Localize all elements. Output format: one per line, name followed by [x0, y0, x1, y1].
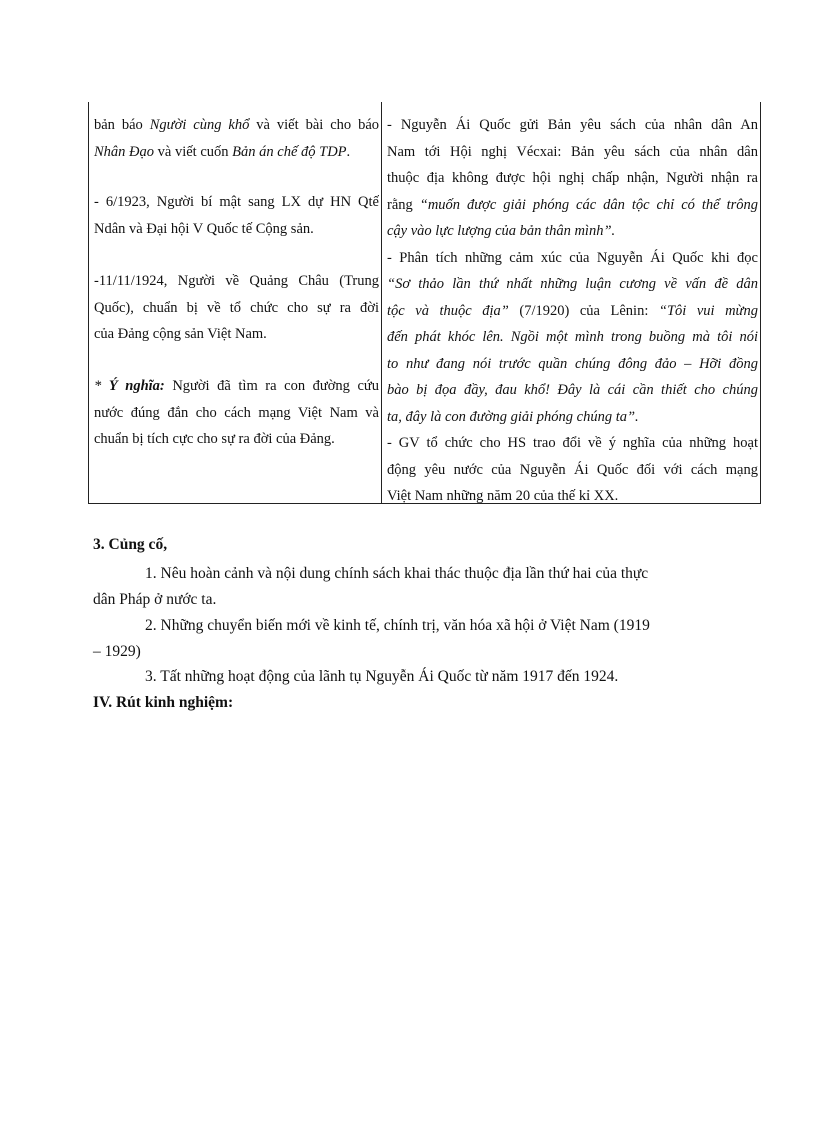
right-line: “Sơ thảo lần thứ nhất những luận cương về vấn đề dân: [387, 276, 758, 292]
right-line: - Nguyễn Ái Quốc gửi Bản yêu sách của nhân dân An: [387, 117, 758, 133]
left-paragraph-2: [94, 189, 379, 242]
left-line: chuẩn bị tích cực cho sự ra đời của Đảng.: [94, 431, 335, 447]
left-line: -11/11/1924, Người về Quảng Châu (Trung: [94, 273, 379, 289]
left-paragraph-3: [94, 268, 379, 348]
right-line: ta, đây là con đường giải phóng chúng ta”.: [387, 408, 639, 425]
left-paragraph-4: [94, 373, 379, 453]
left-line: bản báo Người cùng khổ và viết bài cho báo: [94, 117, 379, 133]
right-line: Nam tới Hội nghị Vécxai: Bản yêu sách của nhân dân: [387, 143, 758, 160]
right-line: bào bị đọa đầy, đau khổ! Đây là cái cần thiết cho chúng: [387, 382, 758, 398]
review-item-3: 3. Tất những hoạt động của lãnh tụ Nguyễn Ái Quốc từ năm 1917 đến 1924.: [145, 668, 619, 685]
right-line: cậy vào lực lượng của bản thân mình”.: [387, 223, 616, 239]
right-line: tộc và thuộc địa” (7/1920) của Lênin: “Tôi vui mừng: [387, 302, 758, 319]
right-line: động yêu nước của Nguyễn Ái Quốc đối với cách mạng: [387, 461, 758, 478]
right-line: đến phát khóc lên. Ngồi một mình trong buồng mà tôi nói: [387, 329, 758, 345]
section-4-title: IV. Rút kinh nghiệm:: [93, 694, 234, 711]
review-item-1: 1. Nêu hoàn cảnh và nội dung chính sách khai thác thuộc địa lần thứ hai của thực dân Pháp ở nước ta.: [93, 565, 649, 608]
left-line: của Đảng cộng sản Việt Nam.: [94, 326, 267, 342]
review-item-2: 2. Những chuyển biến mới về kinh tế, chính trị, văn hóa xã hội ở Việt Nam (1919 – 1929): [93, 617, 650, 660]
right-line: - Phân tích những cảm xúc của Nguyễn Ái Quốc khi đọc: [387, 249, 758, 266]
right-line: thuộc địa không được hội nghị chấp nhận, Người nhận ra: [387, 170, 758, 186]
right-line: - GV tổ chức cho HS trao đổi về ý nghĩa của những hoạt: [387, 435, 758, 451]
left-line: - 6/1923, Người bí mật sang LX dự HN Qtế: [94, 194, 379, 210]
right-paragraph: [387, 112, 758, 510]
left-line: * Ý nghĩa: Người đã tìm ra con đường cứu: [94, 378, 379, 394]
left-line: Ndân và Đại hội V Quốc tế Cộng sản.: [94, 220, 314, 237]
right-line: rằng “muốn được giải phóng các dân tộc chỉ có thể trông: [387, 196, 758, 213]
left-line: Quốc), chuẩn bị về tổ chức cho sự ra đời: [94, 299, 379, 316]
right-line: to như đang nói trước quần chúng đông đảo – Hỡi đồng: [387, 355, 758, 372]
table-left-column: [89, 102, 382, 503]
left-line: nước đúng đắn cho cách mạng Việt Nam và: [94, 404, 379, 421]
section-3-title: 3. Củng cố,: [93, 536, 168, 553]
left-paragraph-1: [94, 112, 379, 165]
right-line: Việt Nam những năm 20 của thế kỉ XX.: [387, 488, 619, 504]
lesson-table: [88, 102, 761, 504]
left-line: Nhân Đạo và viết cuốn Bản án chế độ TDP.: [94, 143, 351, 160]
table-right-column: [382, 102, 760, 503]
